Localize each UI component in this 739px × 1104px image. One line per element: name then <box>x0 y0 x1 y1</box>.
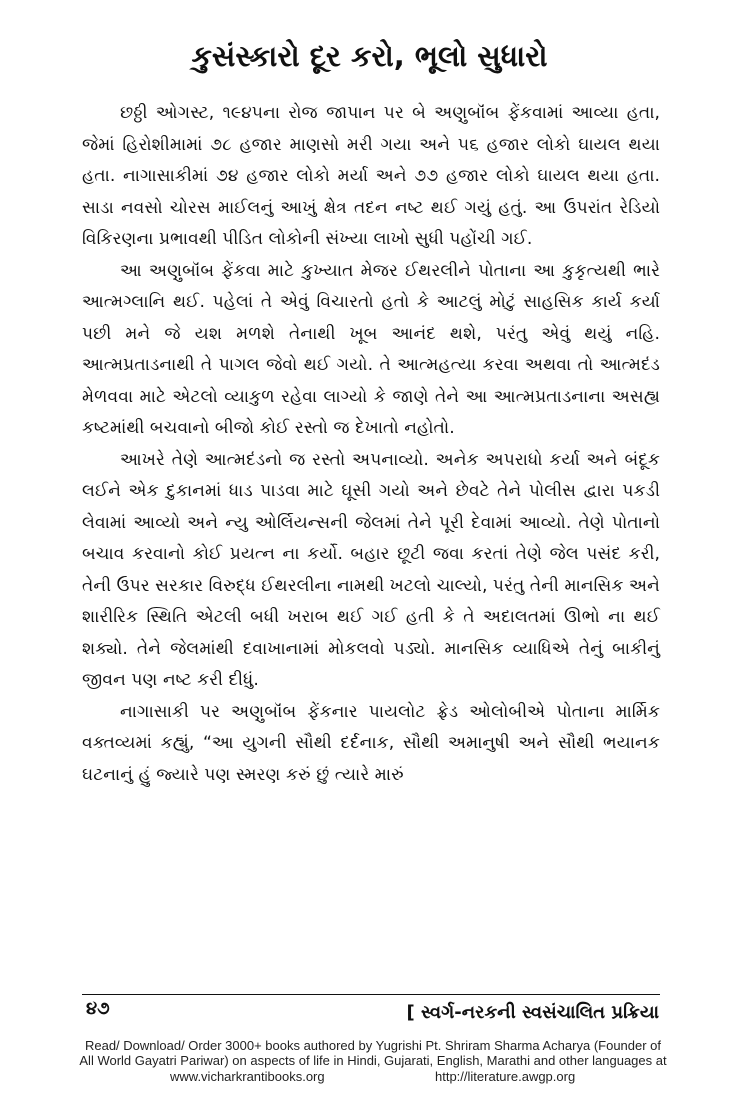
footer-link-vicharkranti[interactable]: www.vicharkrantibooks.org <box>170 1069 325 1084</box>
running-title: [ સ્વર્ગ-નરકની સ્વસંચાલિત પ્રક્રિયા <box>406 1002 659 1023</box>
page-number: ૪૭ <box>86 998 110 1019</box>
footer-note: Read/ Download/ Order 3000+ books authored by Yugrishi Pt. Shriram Sharma Acharya (Founder of All World Gayatri Pariwar) on aspects of life in Hindi, Gujarati, English, Marathi and other languages at <box>79 1038 667 1068</box>
paragraph: નાગાસાકી પર અણુબૉંબ ફેંકનાર પાયલોટ ફ્રેડ ઓલોબીએ પોતાના માર્મિક વક્તવ્યમાં કહ્યું, “આ યુગની સૌથી દર્દનાક, સૌથી અમાનુષી અને સૌથી ભયાનક ઘટનાનું હું જ્યારે પણ સ્મરણ કરું છું ત્યારે મારું <box>82 701 660 785</box>
footer-links <box>78 1069 668 1085</box>
body-text <box>82 98 660 791</box>
paragraph: છઠ્ઠી ઓગસ્ટ, ૧૯૪૫ના રોજ જાપાન પર બે અણુબૉંબ ફેંકવામાં આવ્યા હતા, જેમાં હિરોશીમામાં ૭૮ હજાર માણસો મરી ગયા અને ૫૬ હજાર લોકો ઘાયલ થયા હતા. નાગાસાકીમાં ૭૪ હજાર લોકો મર્યા અને ૭૭ હજાર લોકો ઘાયલ થયા હતા. સાડા નવસો ચોરસ માઈલનું આખું ક્ષેત્ર તદન નષ્ટ થઈ ગયું હતું. આ ઉપરાંત રેડિયો વિકિરણના પ્રભાવથી પીડિત લોકોની સંખ્યા લાખો સુધી પહોંચી ગઈ. <box>82 103 660 249</box>
paragraph: આખરે તેણે આત્મદંડનો જ રસ્તો અપનાવ્યો. અનેક અપરાધો કર્યા અને બંદૂક લઈને એક દુકાનમાં ધાડ પાડવા માટે ઘૂસી ગયો અને છેવટે તેને પોલીસ દ્વારા પકડી લેવામાં આવ્યો અને ન્યુ ઓર્લિયન્સની જેલમાં તેને પૂરી દેવામાં આવ્યો. તેણે પોતાનો બચાવ કરવાનો કોઈ પ્રયત્ન ના કર્યો. બહાર છૂટી જવા કરતાં તેણે જેલ પસંદ કરી, તેની ઉપર સરકાર વિરુદ્ધ ઈથરલીના નામથી ખટલો ચાલ્યો, પરંતુ તેની માનસિક અને શારીરિક સ્થિતિ એટલી બધી ખરાબ થઈ ગઈ હતી કે તે અદાલતમાં ઊભો ના થઈ શક્યો. તેને જેલમાંથી દવાખાનામાં મોકલવો પડ્યો. માનસિક વ્યાધિએ તેનું બાકીનું જીવન પણ નષ્ટ કરી દીધું. <box>82 449 660 690</box>
footer-link-awgp[interactable]: http://literature.awgp.org <box>435 1069 576 1084</box>
footer-divider <box>82 994 660 995</box>
paragraph: આ અણુબૉંબ ફેંકવા માટે કુખ્યાત મેજર ઈથરલીને પોતાના આ કુકૃત્યથી ભારે આત્મગ્લાનિ થઈ. પહેલાં તે એવું વિચારતો હતો કે આટલું મોટું સાહસિક કાર્ય કર્યા પછી મને જે યશ મળશે તેનાથી ખૂબ આનંદ થશે, પરંતુ એવું થયું નહિ. આત્મપ્રતાડનાથી તે પાગલ જેવો થઈ ગયો. તે આત્મહત્યા કરવા અથવા તો આત્મદંડ મેળવવા માટે એટલો વ્યાકુળ રહેવા લાગ્યો કે જાણે તેને આ આત્મપ્રતાડનાના અસહ્ય કષ્ટમાંથી બચવાનો બીજો કોઈ રસ્તો જ દેખાતો નહોતો. <box>82 260 660 438</box>
page-title: કુસંસ્કારો દૂર કરો, ભૂલો સુધારો <box>191 39 548 73</box>
